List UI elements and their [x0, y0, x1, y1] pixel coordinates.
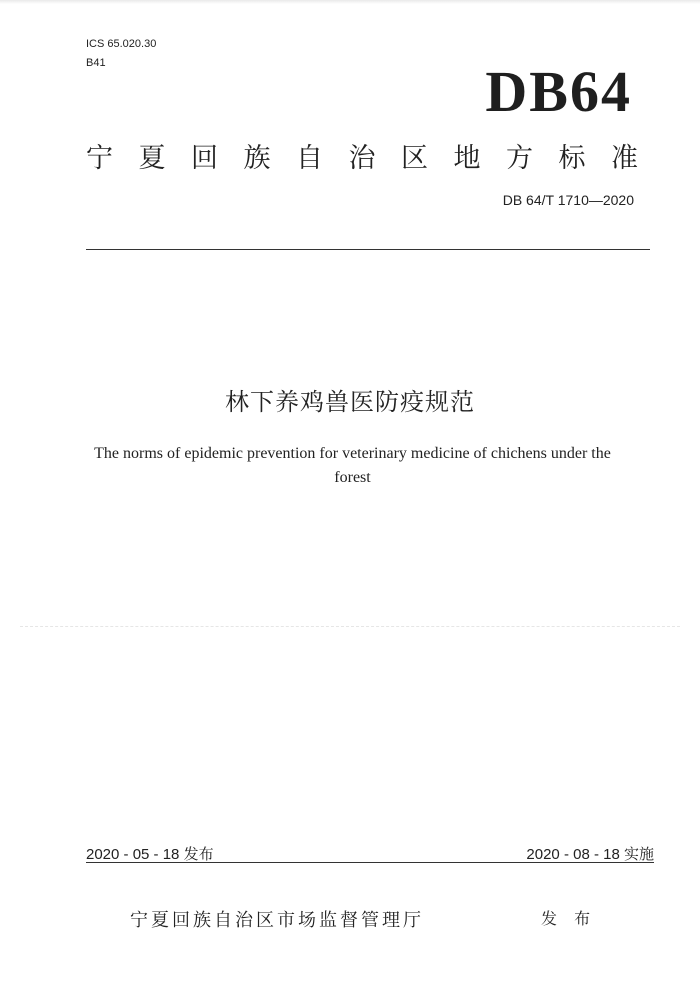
standard-type-char: 方: [506, 143, 533, 174]
issue-date-label: 发布: [183, 845, 214, 863]
scan-edge-shadow: [0, 0, 700, 4]
standard-type-char: 治: [348, 143, 376, 174]
title-english: The norms of epidemic prevention for veterinary medicine of chichens under the forest: [94, 445, 611, 486]
title-chinese: 林下养鸡兽医防疫规范: [225, 388, 475, 416]
standard-type-char: 族: [243, 143, 271, 174]
scan-artifact-line: [20, 626, 680, 627]
issue-date: [86, 843, 214, 864]
issue-date-value: 2020 - 05 - 18: [86, 846, 180, 863]
implement-date-label: 实施: [623, 845, 654, 863]
ics-code: ICS 65.020.30: [86, 38, 157, 50]
standard-type-char: 宁: [86, 143, 113, 174]
footer-divider: [86, 862, 654, 863]
header-divider: [86, 249, 650, 250]
implement-date: [526, 843, 654, 864]
standard-logo: DB64: [485, 59, 632, 124]
standard-type-char: 回: [191, 143, 218, 174]
standard-number: DB 64/T 1710—2020: [502, 192, 634, 208]
standard-type-char: 夏: [138, 143, 166, 174]
standard-type-char: 地: [453, 143, 481, 174]
standard-type-char: 自: [296, 143, 323, 174]
standard-type-heading: [86, 136, 638, 175]
publish-label: 发 布: [541, 909, 597, 928]
standard-type-char: 准: [611, 143, 638, 174]
implement-date-value: 2020 - 08 - 18: [526, 846, 620, 863]
standard-type-char: 区: [401, 143, 428, 174]
ccs-code: B41: [86, 57, 106, 69]
publisher-name: 宁夏回族自治区市场监督管理厅: [130, 910, 424, 931]
standard-type-char: 标: [558, 143, 586, 174]
